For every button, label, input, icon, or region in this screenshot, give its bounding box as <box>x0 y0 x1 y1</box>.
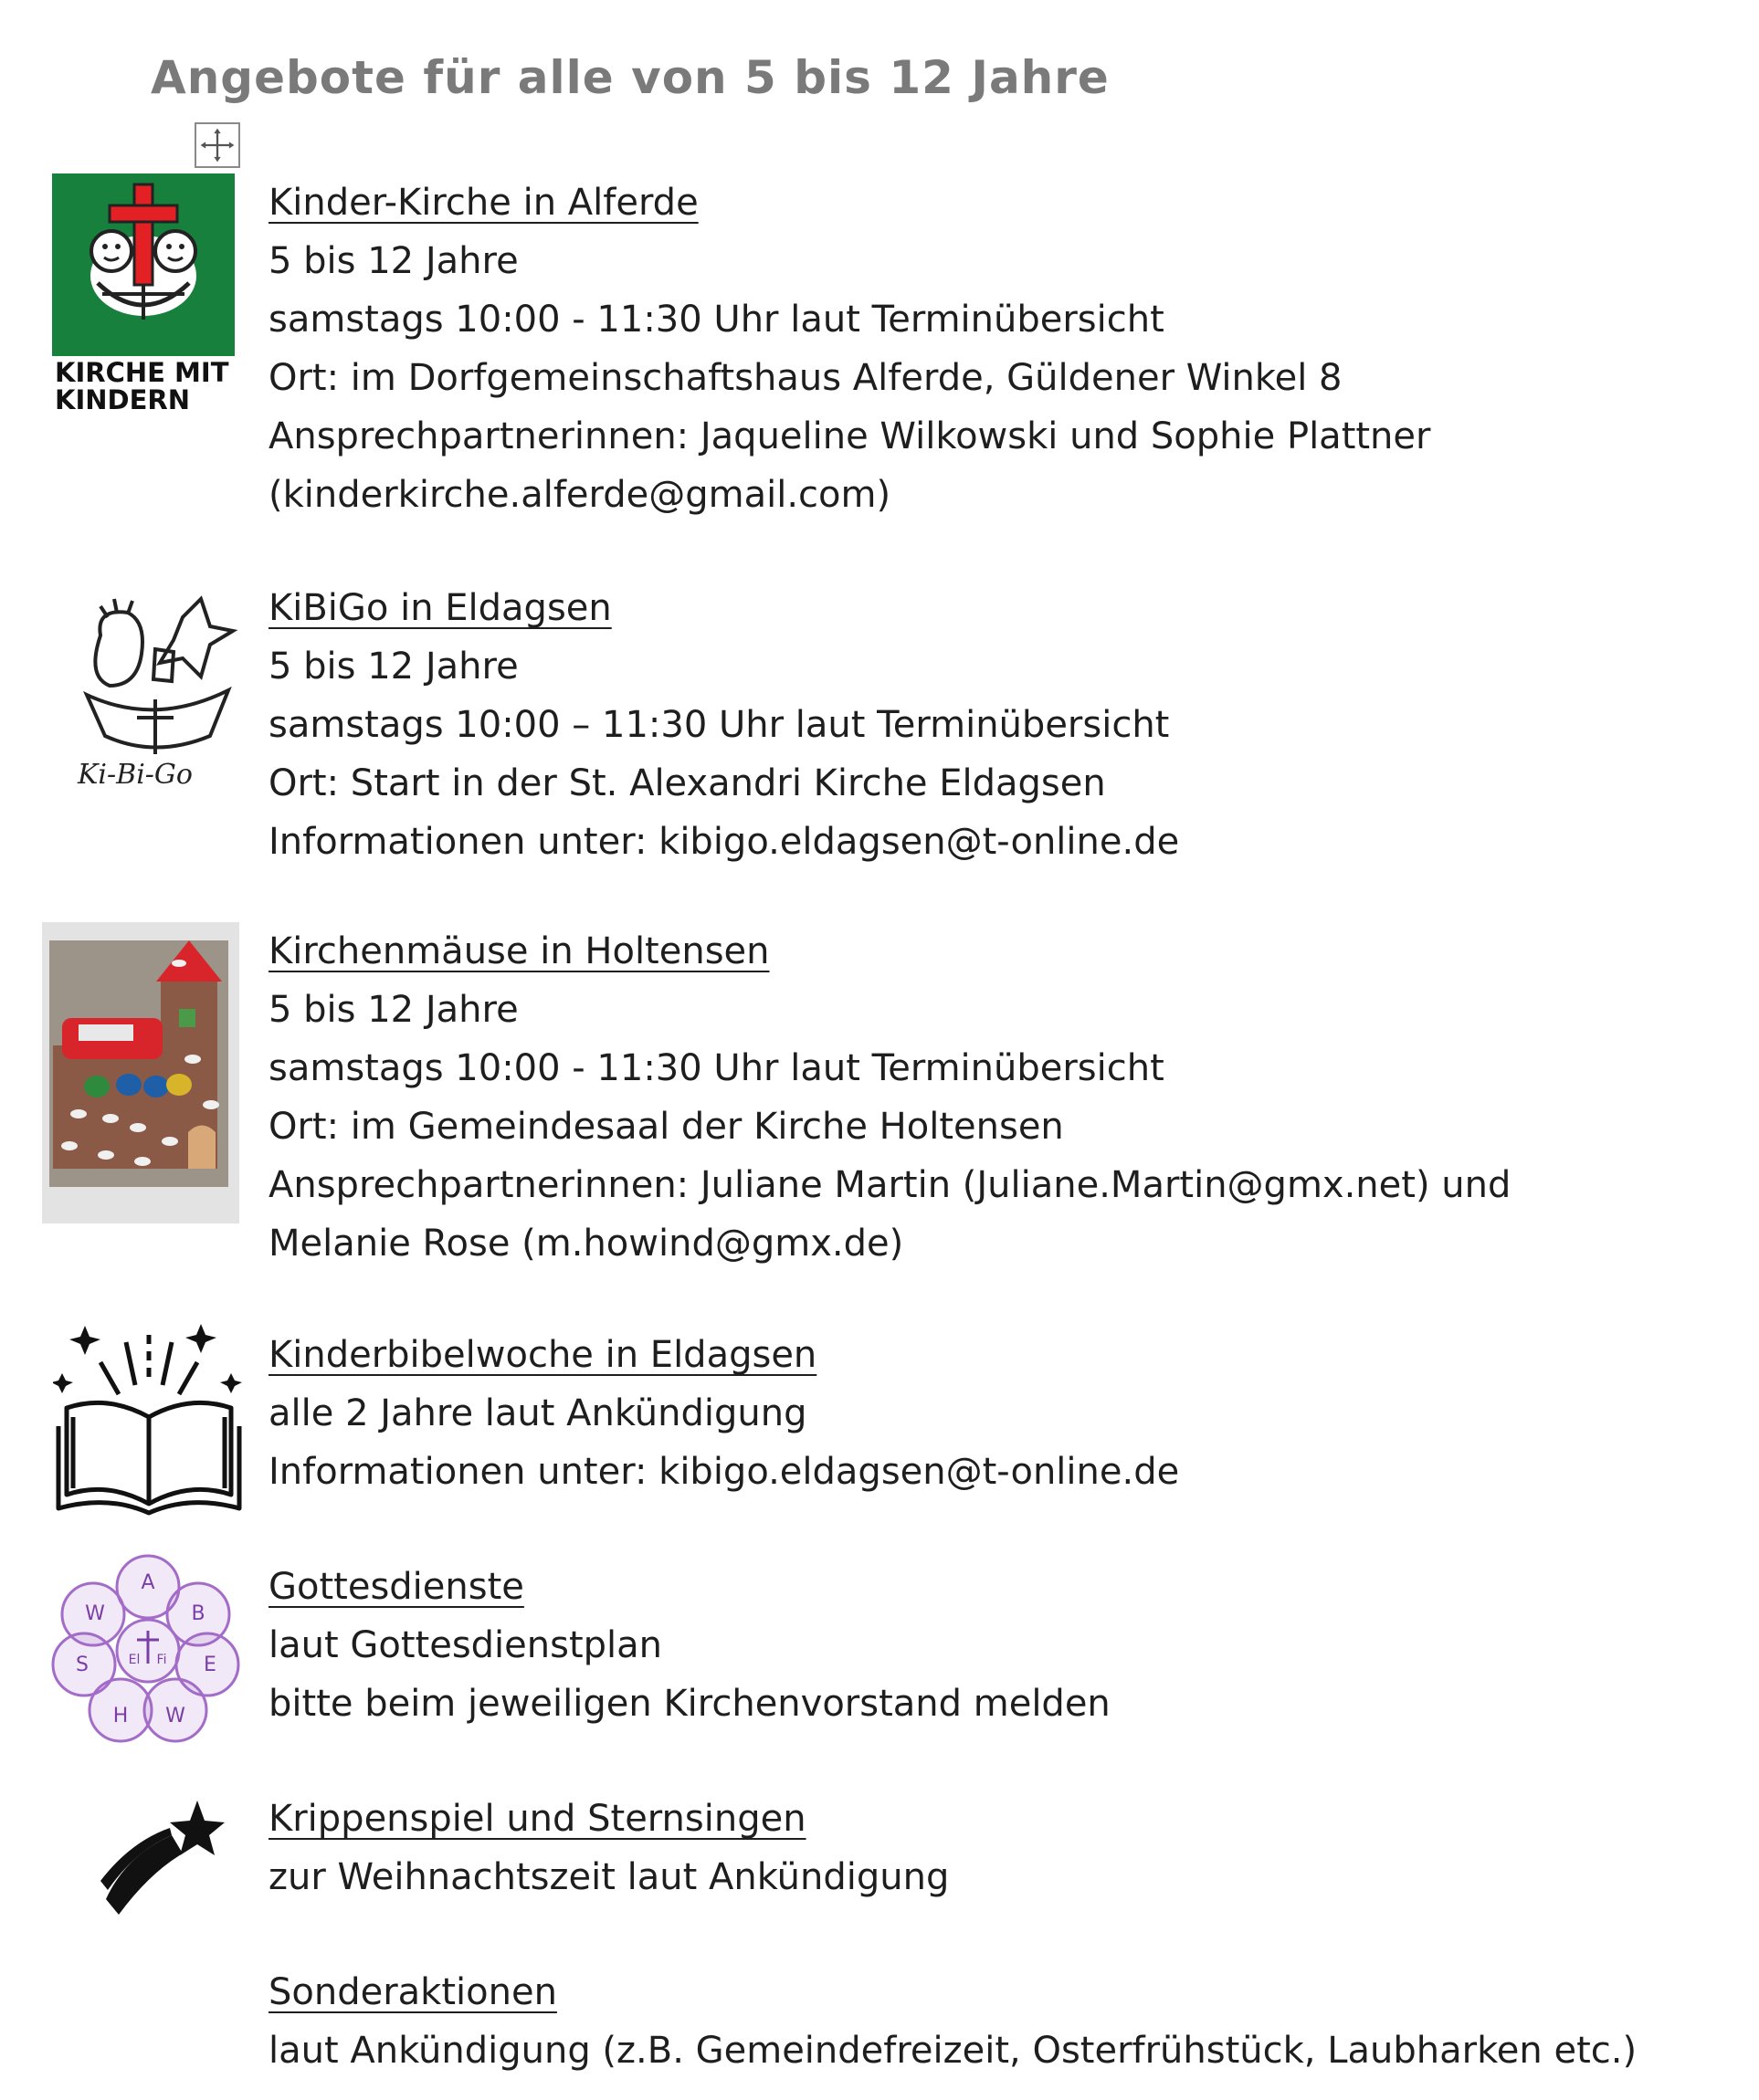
entry-line: laut Ankündigung (z.B. Gemeindefreizeit, Osterfrühstück, Laubharken etc.) <box>269 2030 1638 2072</box>
svg-text:E: E <box>204 1654 216 1676</box>
entry-line: Ansprechpartnerinnen: Jaqueline Wilkowski und Sophie Plattner <box>269 415 1431 457</box>
entry-line: Ort: im Dorfgemeinschaftshaus Alferde, Güldener Winkel 8 <box>269 357 1343 399</box>
entry-line: samstags 10:00 – 11:30 Uhr laut Terminübersicht <box>269 704 1170 746</box>
shooting-star-icon <box>99 1801 226 1923</box>
logo-text-bottom: KINDERN <box>55 384 191 411</box>
entry-title: Sonderaktionen <box>269 1971 557 2013</box>
svg-text:B: B <box>191 1602 205 1625</box>
entry-line: Ort: Start in der St. Alexandri Kirche Eldagsen <box>269 762 1106 804</box>
entry-title: Kirchenmäuse in Holtensen <box>269 930 770 972</box>
entry-line: (kinderkirche.alferde@gmail.com) <box>269 474 891 516</box>
entry-line: laut Gottesdienstplan <box>269 1624 663 1666</box>
entry-line: 5 bis 12 Jahre <box>269 240 519 282</box>
entry-line: Informationen unter: kibigo.eldagsen@t-online.de <box>269 1451 1180 1493</box>
entry-title: Kinder-Kirche in Alferde <box>269 182 699 224</box>
svg-text:W: W <box>85 1602 105 1625</box>
svg-text:W: W <box>165 1705 185 1727</box>
entry-line: Ort: im Gemeindesaal der Kirche Holtensen <box>269 1106 1064 1148</box>
entry-line: Melanie Rose (m.howind@gmx.de) <box>269 1223 904 1265</box>
circles-cross-logo-icon <box>47 1550 248 1755</box>
entry-line: samstags 10:00 - 11:30 Uhr laut Terminübersicht <box>269 299 1164 341</box>
svg-text:El: El <box>128 1653 141 1667</box>
kirchenmaeuse-photo-icon <box>42 922 239 1227</box>
move-handle-icon[interactable] <box>195 122 240 168</box>
svg-text:A: A <box>141 1571 155 1594</box>
kirche-mit-kindern-logo-icon <box>47 173 239 415</box>
entry-line: zur Weihnachtszeit laut Ankündigung <box>269 1856 950 1898</box>
kibigo-logo-text: Ki-Bi-Go <box>78 759 193 791</box>
open-book-sparkles-icon <box>53 1317 245 1521</box>
entry-line: Ansprechpartnerinnen: Juliane Martin (Juliane.Martin@gmx.net) und <box>269 1164 1511 1206</box>
entry-line: 5 bis 12 Jahre <box>269 646 519 688</box>
page-heading: Angebote für alle von 5 bis 12 Jahre <box>151 51 1110 104</box>
entry-line: samstags 10:00 - 11:30 Uhr laut Terminübersicht <box>269 1047 1164 1089</box>
entry-title: Kinderbibelwoche in Eldagsen <box>269 1334 817 1376</box>
kibigo-logo-icon <box>73 590 247 794</box>
svg-text:S: S <box>76 1654 89 1676</box>
svg-text:Fi: Fi <box>156 1653 167 1667</box>
entry-line: Informationen unter: kibigo.eldagsen@t-online.de <box>269 821 1180 863</box>
svg-text:H: H <box>112 1705 129 1727</box>
entry-title: Gottesdienste <box>269 1566 524 1608</box>
entry-line: bitte beim jeweiligen Kirchenvorstand melden <box>269 1683 1111 1725</box>
entry-title: KiBiGo in Eldagsen <box>269 587 612 629</box>
logo-text-top: KIRCHE MIT <box>55 357 229 388</box>
entry-title: Krippenspiel und Sternsingen <box>269 1798 806 1840</box>
entry-line: 5 bis 12 Jahre <box>269 989 519 1031</box>
entry-line: alle 2 Jahre laut Ankündigung <box>269 1392 807 1434</box>
